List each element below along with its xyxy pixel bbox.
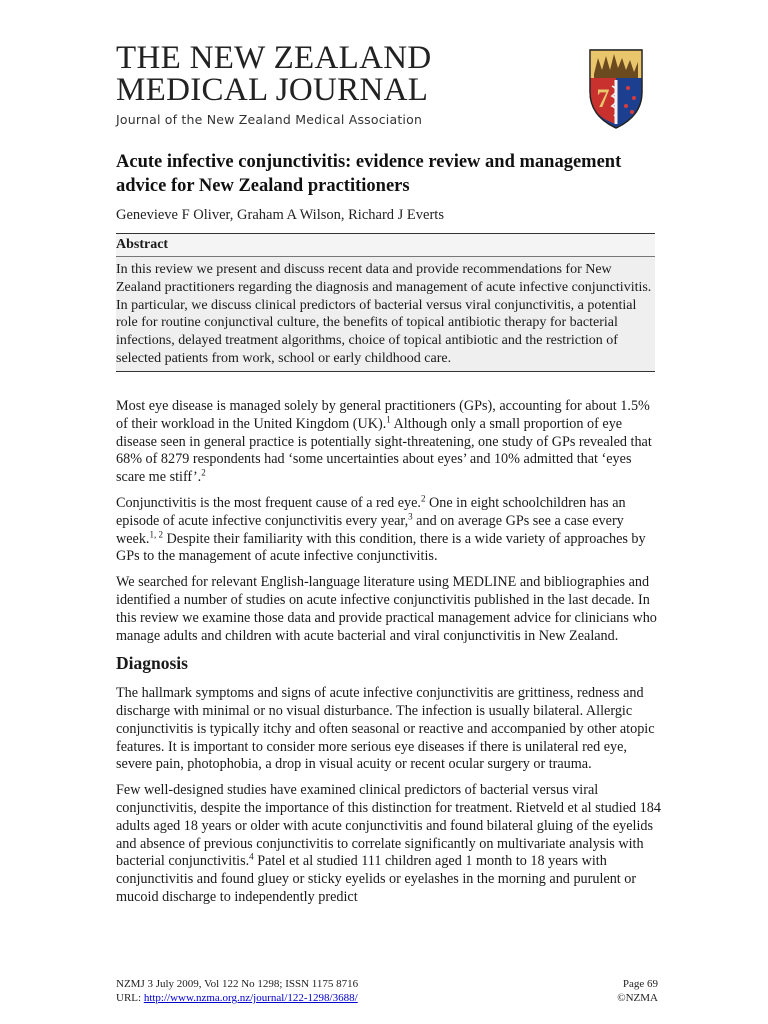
paragraph-1: Most eye disease is managed solely by general practitioners (GPs), accounting for about 1.5% of their workload in the United Kingdom (UK).$^1$ Although only a small proportion of eye disease seen in general practice is potentially sight-threatening, one study of GPs revealed that 68% of 8279 respondents had ‘some uncertainties about eyes’ and 10% admitted that ‘eyes scare me stiff’.$^2$ <box>116 398 652 486</box>
article-title: Acute infective conjunctivitis: evidence review and management advice for New Zealand practitioners <box>116 152 622 196</box>
nzma-crest-logo <box>584 40 648 130</box>
article-body <box>116 398 661 915</box>
footer-url-label: URL: <box>116 992 144 1004</box>
footer-page-block <box>617 977 658 1005</box>
citation-ref: 1, 2 <box>149 528 163 539</box>
journal-masthead <box>116 42 536 127</box>
paragraph-3: We searched for relevant English-language literature using MEDLINE and bibliographies and identified a number of studies on acute infective conjunctivitis published in the last decade. In this review we examine those data and provide practical management advice for clinicians who manage adults and children with acute bacterial and viral conjunctivitis in New Zealand. <box>116 574 657 644</box>
footer-citation-block <box>116 977 358 1005</box>
citation-ref: 3 <box>408 511 413 522</box>
paragraph-5: Few well-designed studies have examined clinical predictors of bacterial versus viral conjunctivitis, despite the importance of this distinction for treatment. Rietveld et al studied 184 adults aged 18 years or older with acute conjunctivitis and found bilateral gluing of the eyelids and absence of previous conjunctivitis to correlate significantly on multivariate analysis with bacterial conjunctivitis.$^4$ Patel et al studied 111 children aged 1 month to 18 years with conjunctivitis and found gluey or sticky eyelids or eyelashes in the morning and purulent or mucoid discharge to independently predict <box>116 782 661 905</box>
footer-citation: NZMJ 3 July 2009, Vol 122 No 1298; ISSN 1175 8716 <box>116 978 359 990</box>
crest-digit: 7 <box>596 84 610 113</box>
journal-title-line1: THE NEW ZEALAND <box>116 40 432 76</box>
paragraph-4: The hallmark symptoms and signs of acute infective conjunctivitis are grittiness, redness and discharge with minimal or no visual disturbance. The infection is usually bilateral. Allergic conjunctivitis is typically itchy and often seasonal or reactive and accompanied by other atopic features. It is important to consider more serious eye diseases if there is unilateral red eye, severe pain, photophobia, a drop in visual acuity or recent ocular surgery or trauma. <box>116 685 655 773</box>
footer-url-line <box>116 991 358 1005</box>
journal-title-line2: MEDICAL JOURNAL <box>116 72 429 108</box>
citation-ref: 1 <box>386 414 391 425</box>
section-heading-diagnosis: Diagnosis <box>116 653 188 674</box>
journal-subtitle: Journal of the New Zealand Medical Association <box>116 112 423 127</box>
abstract-heading: Abstract <box>116 234 655 257</box>
copyright: ©NZMA <box>617 992 658 1004</box>
paragraph-2: Conjunctivitis is the most frequent cause of a red eye.$^2$ One in eight schoolchildren has an episode of acute infective conjunctivitis every year,$^3$ and on average GPs see a case every week.$^{1, 2}$ Despite their familiarity with this condition, there is a wide variety of approaches by GPs to the management of acute infective conjunctivitis. <box>116 493 646 565</box>
page-number: Page 69 <box>622 978 658 990</box>
footer-url-link[interactable]: http://www.nzma.org.nz/journal/122-1298/3688/ <box>143 992 358 1004</box>
abstract-box <box>116 233 655 372</box>
citation-ref: 2 <box>420 493 426 504</box>
citation-ref: 4 <box>249 851 254 862</box>
article-authors: Genevieve F Oliver, Graham A Wilson, Richard J Everts <box>116 207 444 223</box>
abstract-text: In this review we present and discuss recent data and provide recommendations for New Zealand practitioners regarding the diagnosis and management of acute infective conjunctivitis. In particular, we discuss clinical predictors of bacterial versus viral conjunctivitis, a potential role for routine conjunctival culture, the benefits of topical antibiotic therapy for bacterial infections, delayed treatment algorithms, choice of topical antibiotic and the restriction of selected patients from work, school or early childhood care. <box>116 262 652 366</box>
citation-ref: 2 <box>201 467 206 478</box>
